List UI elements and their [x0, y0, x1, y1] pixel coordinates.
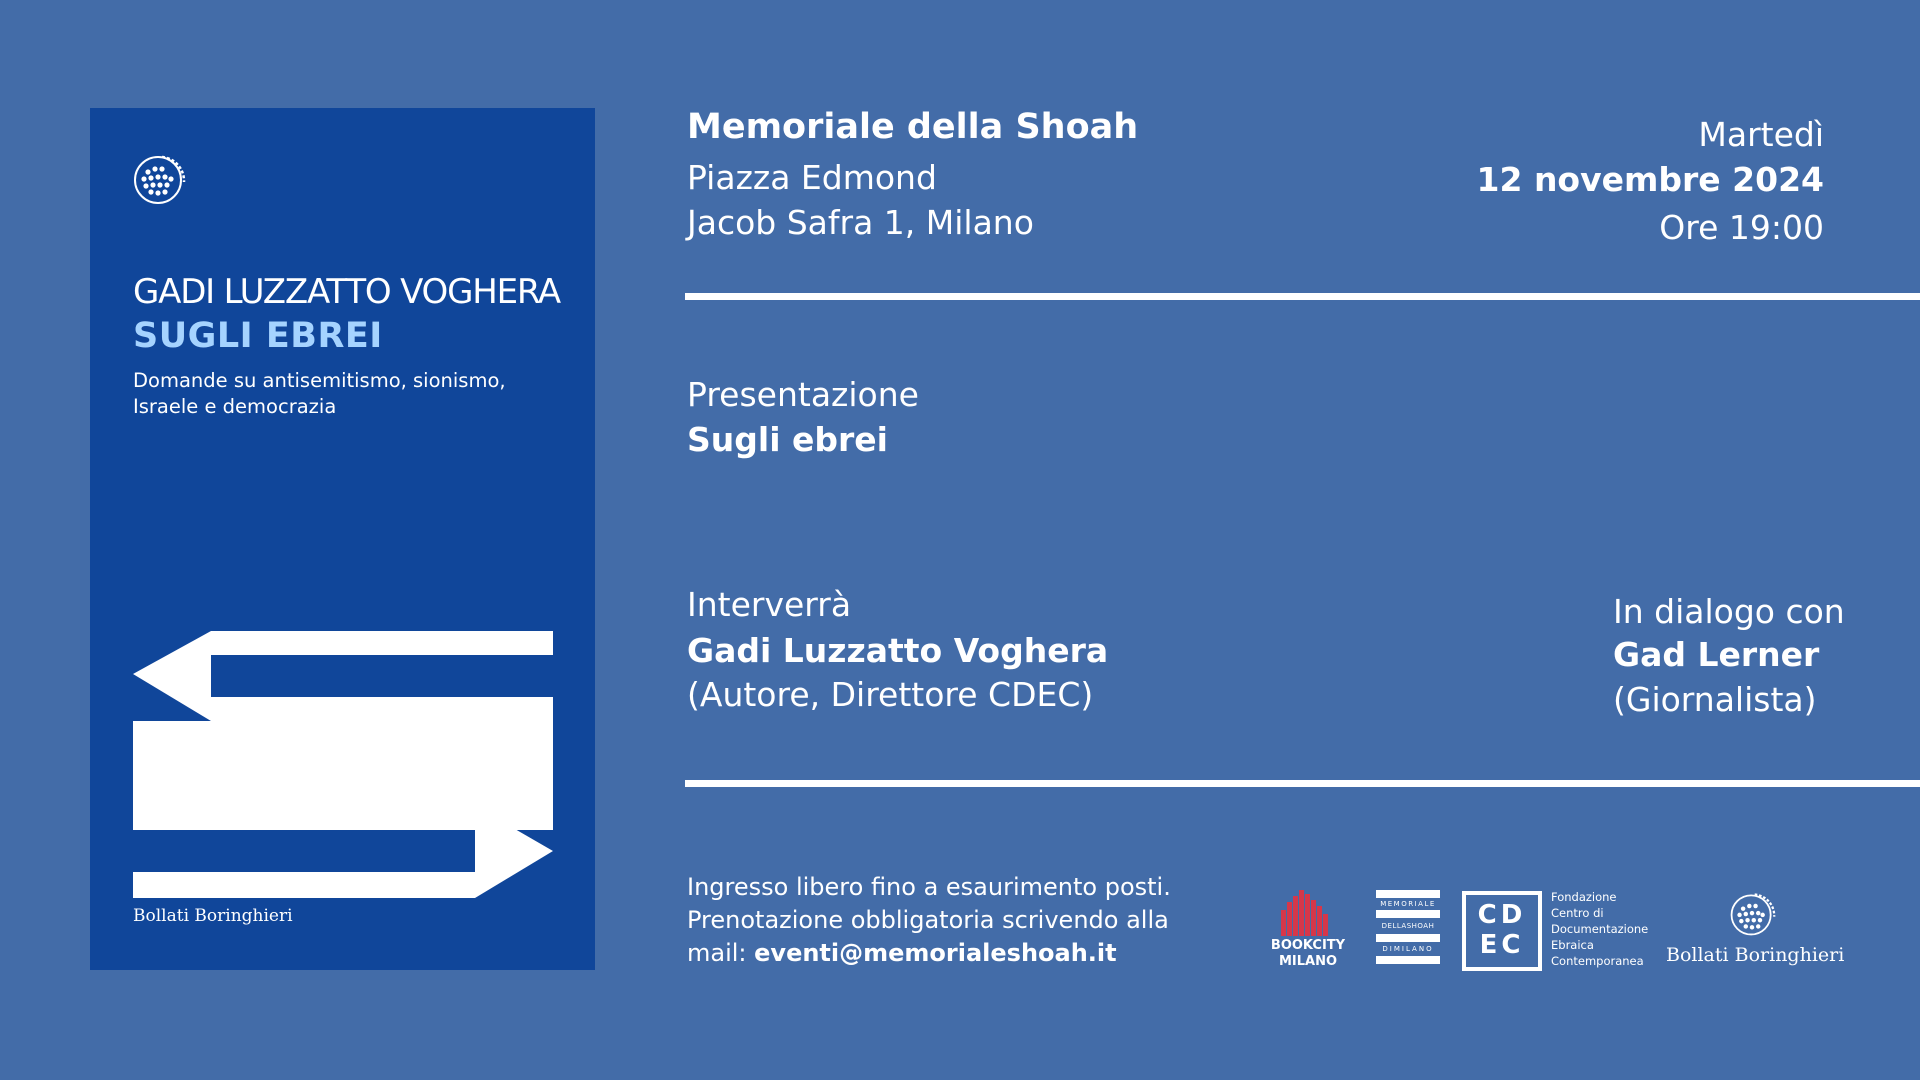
venue-address-line1: Piazza Edmond [687, 158, 937, 197]
event-time: Ore 19:00 [1659, 208, 1824, 247]
info-mail-prefix: mail: [687, 939, 755, 967]
bookcity-line1: BOOKCITY [1270, 938, 1346, 953]
cdec-text-line: Documentazione [1551, 922, 1649, 936]
speaker-role: (Autore, Direttore CDEC) [687, 675, 1094, 714]
info-line3 [687, 937, 1117, 970]
cover-publisher: Bollati Boringhieri [133, 906, 293, 926]
book-cover [90, 108, 595, 970]
cdec-top: CD [1477, 900, 1527, 930]
cover-author: GADI LUZZATTO VOGHERA [133, 272, 560, 312]
cdec-text-line: Ebraica [1551, 938, 1594, 952]
bollati-name: Bollati Boringhieri [1666, 944, 1845, 966]
speaker-name: Gadi Luzzatto Voghera [687, 631, 1109, 670]
bookcity-line2: MILANO [1278, 954, 1338, 969]
speaker-intro: Interverrà [687, 585, 852, 624]
cdec-text [1551, 889, 1648, 969]
bollati-logo [1666, 890, 1845, 972]
cdec-text-line: Fondazione [1551, 890, 1617, 904]
info-email-link[interactable]: eventi@memorialeshoah.it [754, 939, 1117, 967]
cdec-text-line: Centro di [1551, 906, 1604, 920]
bottom-divider [685, 780, 1920, 787]
dialogue-role: (Giornalista) [1613, 680, 1817, 719]
cover-subtitle: Domande su antisemitismo, sionismo, Israele e democrazia [133, 369, 506, 418]
bookcity-logo [1265, 888, 1351, 972]
cdec-bottom: EC [1479, 930, 1525, 960]
venue-address-line2: Jacob Safra 1, Milano [687, 203, 1034, 242]
bollati-seal-icon [1728, 890, 1776, 938]
event-date: 12 novembre 2024 [1476, 160, 1824, 199]
event-type: Presentazione [687, 375, 919, 414]
cover-title: SUGLI EBREI [133, 316, 383, 356]
publisher-seal-icon [132, 152, 186, 206]
cdec-logo [1462, 891, 1542, 971]
event-weekday: Martedì [1698, 115, 1824, 154]
venue-name: Memoriale della Shoah [687, 107, 1139, 147]
memoriale-line1: MEMORIALE [1380, 900, 1436, 908]
dialogue-intro: In dialogo con [1613, 592, 1845, 631]
event-title: Sugli ebrei [687, 420, 888, 459]
double-arrow-icon [133, 631, 553, 898]
memoriale-line2: DELLASHOAH [1381, 922, 1435, 930]
top-divider [685, 293, 1920, 300]
info-line2: Prenotazione obbligatoria scrivendo alla [687, 906, 1169, 934]
bookcity-skyline-icon [1277, 888, 1337, 936]
cdec-text-line: Contemporanea [1551, 954, 1644, 968]
info-line1: Ingresso libero fino a esaurimento posti. [687, 873, 1171, 901]
memoriale-line3: DIMILANO [1382, 945, 1434, 953]
dialogue-name: Gad Lerner [1613, 635, 1820, 674]
memoriale-logo [1376, 890, 1440, 970]
